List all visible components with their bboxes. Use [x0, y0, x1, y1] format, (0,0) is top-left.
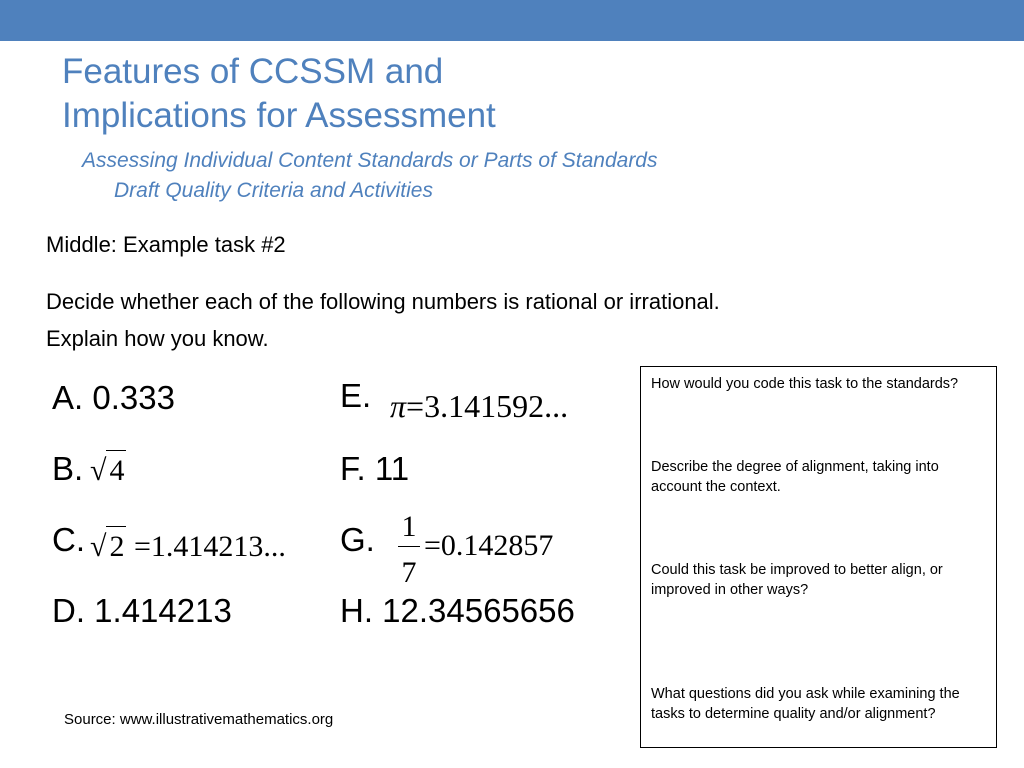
- item-c-expression: [90, 526, 286, 567]
- fraction-numerator: 1: [401, 510, 417, 543]
- item-h: [340, 591, 575, 631]
- item-h-label: H.: [340, 592, 373, 629]
- item-e-expression: [390, 386, 568, 426]
- item-g-equals: =: [424, 529, 441, 562]
- item-g-expression: [424, 526, 553, 566]
- top-accent-bar: [0, 0, 1024, 41]
- item-c-label: C.: [52, 521, 85, 558]
- pi-symbol: π: [390, 388, 407, 424]
- item-d-value: 1.414213: [94, 592, 232, 629]
- slide-title: [62, 50, 496, 138]
- instruction-line-2: Explain how you know.: [46, 326, 269, 351]
- item-e-value: 3.141592...: [424, 388, 569, 424]
- item-b-label: B.: [52, 450, 84, 487]
- questions-box: [640, 366, 997, 748]
- item-c-equals: =: [133, 530, 151, 563]
- item-e-equals: =: [406, 388, 425, 424]
- item-c-value: 1.414213...: [150, 530, 286, 563]
- item-b-radicand: 4: [106, 450, 126, 491]
- fraction-bar: [398, 546, 420, 547]
- subtitle-line-1: Assessing Individual Content Standards or Parts of Standards: [82, 149, 658, 172]
- item-a: [52, 378, 175, 418]
- item-f-value: 11: [374, 450, 410, 487]
- item-c-radicand: 2: [106, 526, 126, 567]
- item-g-label: G.: [340, 521, 375, 558]
- item-a-label: A.: [52, 379, 84, 416]
- task-label: Middle: Example task #2: [46, 232, 286, 257]
- question-3: Could this task be improved to better align, or improved in other ways?: [651, 562, 943, 598]
- item-f-label: F.: [340, 450, 366, 487]
- item-f: [340, 449, 409, 489]
- question-2: Describe the degree of alignment, taking into account the context.: [651, 459, 939, 495]
- item-e-label: E.: [340, 377, 372, 414]
- fraction-denominator: 7: [401, 556, 417, 589]
- sqrt-symbol-c: √ 2: [90, 526, 126, 567]
- title-line-2: Implications for Assessment: [62, 96, 496, 135]
- sqrt-symbol-b: √ 4: [90, 450, 126, 491]
- item-d: [52, 591, 232, 631]
- instruction-line-1: Decide whether each of the following numbers is rational or irrational.: [46, 289, 720, 314]
- title-line-1: Features of CCSSM and: [62, 52, 444, 91]
- item-a-value: 0.333: [92, 379, 175, 416]
- question-1: How would you code this task to the standards?: [651, 376, 959, 392]
- question-4: What questions did you ask while examining the tasks to determine quality and/or alignment?: [651, 686, 960, 722]
- item-b-expression: [90, 450, 126, 491]
- item-g-value: 0.142857: [440, 529, 554, 562]
- item-h-value: 12.34565656: [382, 592, 575, 629]
- subtitle-line-2: Draft Quality Criteria and Activities: [114, 179, 433, 202]
- item-d-label: D.: [52, 592, 85, 629]
- source-citation: Source: www.illustrativemathematics.org: [64, 711, 334, 728]
